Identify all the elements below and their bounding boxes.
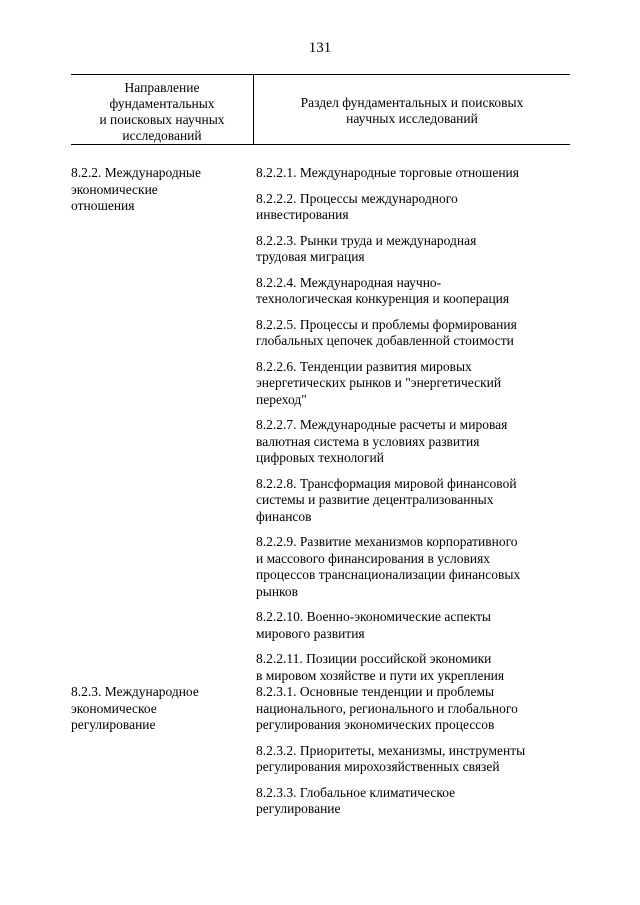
row-direction: 8.2.2. Международные экономические отношения [71, 165, 201, 213]
table-top-border [71, 74, 570, 75]
header-section-column: Раздел фундаментальных и поисковых научных исследований [300, 95, 524, 126]
section-item: 8.2.2.3. Рынки труда и международная трудовая миграция [256, 232, 477, 264]
section-item: 8.2.2.5. Процессы и проблемы формирования глобальных цепочек добавленной стоимости [256, 316, 517, 348]
header-direction-column: Направление фундаментальных и поисковых научных исследований [99, 80, 225, 143]
section-item: 8.2.3.2. Приоритеты, механизмы, инструменты регулирования мирохозяйственных связей [256, 742, 526, 774]
section-item: 8.2.2.6. Тенденции развития мировых энергетических рынков и "энергетический переход" [256, 358, 502, 407]
section-item: 8.2.3.1. Основные тенденции и проблемы национального, регионального и глобального регулирования экономических процессов [256, 684, 518, 732]
section-item: 8.2.2.4. Международная научно- технологическая конкуренция и кооперация [256, 274, 510, 306]
row-direction: 8.2.3. Международное экономическое регулирование [71, 684, 199, 732]
section-item: 8.2.2.1. Международные торговые отношения [256, 165, 519, 180]
section-item: 8.2.2.11. Позиции российской экономики в мировом хозяйстве и пути их укрепления [256, 651, 505, 683]
section-item: 8.2.3.3. Глобальное климатическое регулирование [256, 784, 456, 816]
section-item: 8.2.2.2. Процессы международного инвестирования [256, 190, 458, 222]
section-item: 8.2.2.9. Развитие механизмов корпоративного и массового финансирования в условиях процессов транснационализации финансовых рынков [256, 534, 521, 599]
row-sections [256, 165, 572, 693]
section-item: 8.2.2.10. Военно-экономические аспекты мирового развития [256, 609, 491, 641]
section-item: 8.2.2.8. Трансформация мировой финансовой системы и развитие децентрализованных финансов [256, 475, 517, 524]
row-sections [256, 684, 572, 827]
page-number: 131 [308, 40, 332, 56]
section-item: 8.2.2.7. Международные расчеты и мировая валютная система в условиях развития цифровых технологий [256, 417, 508, 465]
header-bottom-border [71, 144, 570, 145]
